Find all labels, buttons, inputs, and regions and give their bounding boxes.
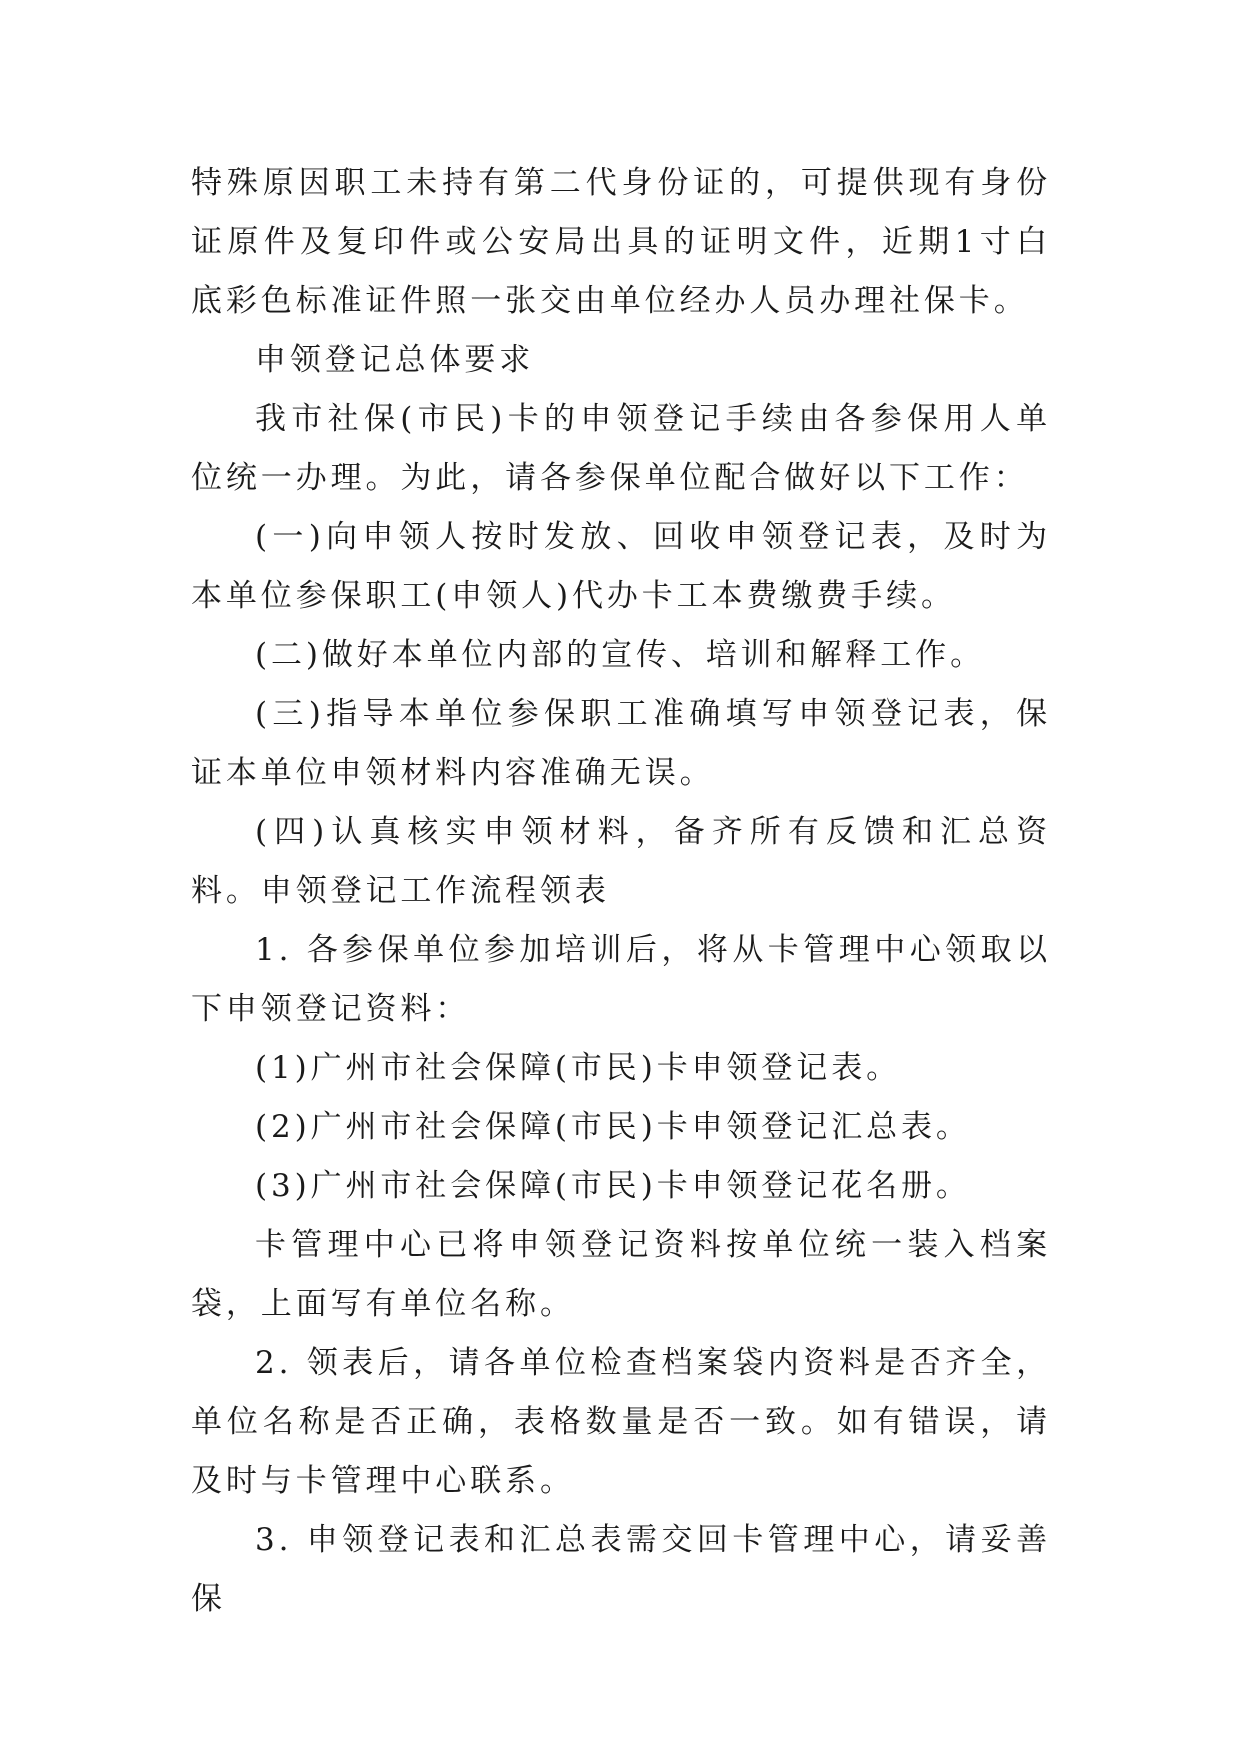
paragraph: 卡管理中心已将申领登记资料按单位统一装入档案袋，上面写有单位名称。 — [191, 1227, 1051, 1322]
paragraph: 我市社保(市民)卡的申领登记手续由各参保用人单位统一办理。为此，请各参保单位配合做好以下工作： — [191, 401, 1051, 496]
paragraph: 特殊原因职工未持有第二代身份证的，可提供现有身份证原件及复印件或公安局出具的证明文件，近期1寸白底彩色标准证件照一张交由单位经办人员办理社保卡。 — [191, 165, 1051, 319]
list-item: (1)广州市社会保障(市民)卡申领登记表。 — [255, 1050, 901, 1086]
list-item: (三)指导本单位参保职工准确填写申领登记表，保证本单位申领材料内容准确无误。 — [191, 696, 1051, 791]
list-item: (2)广州市社会保障(市民)卡申领登记汇总表。 — [255, 1109, 971, 1145]
list-item: 3. 申领登记表和汇总表需交回卡管理中心，请妥善保 — [191, 1522, 1051, 1617]
list-item: (四)认真核实申领材料，备齐所有反馈和汇总资料。申领登记工作流程领表 — [191, 814, 1051, 909]
document-body — [191, 154, 1051, 1629]
list-item: (二)做好本单位内部的宣传、培训和解释工作。 — [255, 637, 985, 673]
list-item: 2. 领表后，请各单位检查档案袋内资料是否齐全，单位名称是否正确，表格数量是否一致。如有错误，请及时与卡管理中心联系。 — [191, 1345, 1051, 1499]
list-item: (一)向申领人按时发放、回收申领登记表，及时为本单位参保职工(申领人)代办卡工本费缴费手续。 — [191, 519, 1051, 614]
section-heading: 申领登记总体要求 — [255, 342, 535, 378]
list-item: (3)广州市社会保障(市民)卡申领登记花名册。 — [255, 1168, 971, 1204]
list-item: 1. 各参保单位参加培训后，将从卡管理中心领取以下申领登记资料： — [191, 932, 1051, 1027]
